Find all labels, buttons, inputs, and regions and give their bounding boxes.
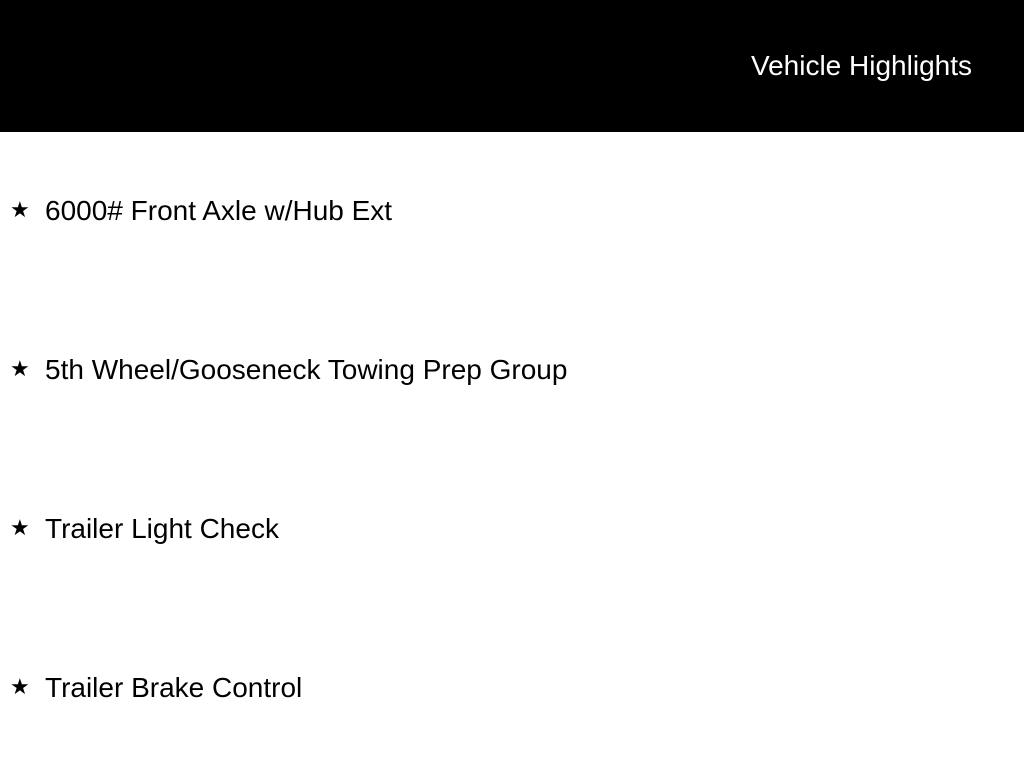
highlights-list <box>0 132 1024 768</box>
header-bar <box>0 0 1024 132</box>
list-item <box>0 512 1024 552</box>
highlight-label: 5th Wheel/Gooseneck Towing Prep Group <box>45 354 568 385</box>
list-item <box>0 353 1024 393</box>
star-icon: ★ <box>10 515 30 540</box>
list-item <box>0 194 1024 234</box>
list-item <box>0 671 1024 711</box>
star-icon: ★ <box>10 356 30 381</box>
star-icon: ★ <box>10 197 30 222</box>
star-icon: ★ <box>10 674 30 699</box>
highlight-label: 6000# Front Axle w/Hub Ext <box>45 195 393 226</box>
highlight-label: Trailer Brake Control <box>45 672 303 703</box>
highlight-label: Trailer Light Check <box>45 513 279 544</box>
page-title: Vehicle Highlights <box>750 50 972 81</box>
